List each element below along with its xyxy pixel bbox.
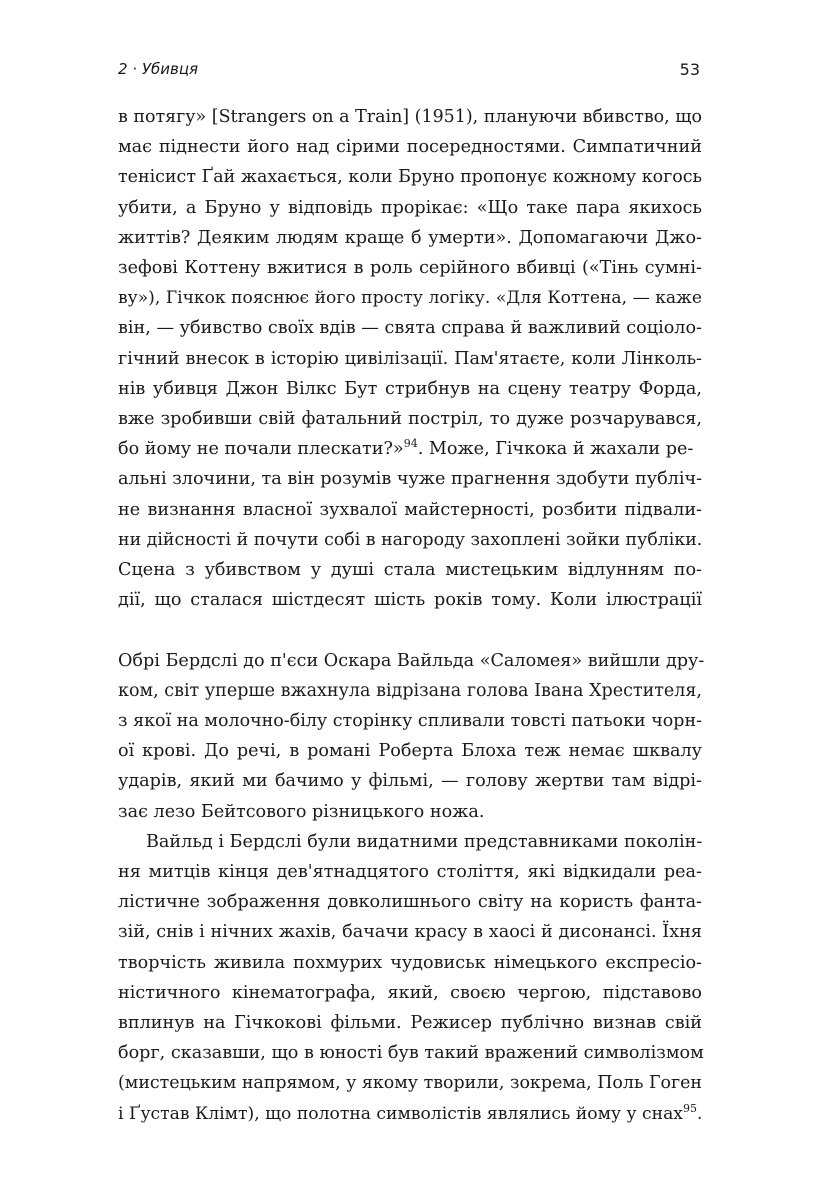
text-line: нів убивця Джон Вілкс Бут стрибнув на сцену театру Форда, bbox=[118, 378, 702, 399]
text-line: борг, сказавши, що в юності був такий вражений символізмом bbox=[118, 1043, 704, 1064]
text-line: тенісист Ґай жахається, коли Бруно пропонує кожному когось bbox=[118, 167, 702, 188]
text-line: убити, а Бруно у відповідь прорікає: «Що таке пара якихось bbox=[118, 197, 702, 218]
text-line: Сцена з убивством у душі стала мистецьким відлунням по- bbox=[118, 560, 702, 580]
text-fragment: . Може, Гічкока й жахали ре- bbox=[417, 439, 694, 460]
text-fragment: бо йому не почали плескати?» bbox=[118, 439, 404, 460]
text-fragment: . bbox=[696, 1103, 703, 1124]
text-line: ої крові. До речі, в романі Роберта Блоха теж немає шквалу bbox=[118, 741, 702, 762]
text-line: дії, що сталася шістдесят шість років тому. Коли ілюстрації bbox=[118, 590, 702, 611]
text-line: ня митців кінця дев'ятнадцятого століття, які відкидали реа- bbox=[118, 862, 702, 882]
text-line: гічний внесок в історію цивілізації. Пам'ятаєте, коли Лінколь- bbox=[118, 348, 702, 369]
text-line: ву»), Гічкок пояснює його просту логіку. «Для Коттена, — каже bbox=[118, 288, 702, 309]
text-line: ни дійсності й почути собі в нагороду захоплені зойки публіки. bbox=[118, 529, 703, 550]
footnote-ref[interactable]: 95 bbox=[682, 1101, 697, 1115]
text-line: життів? Деяким людям краще б умерти». Допомагаючи Джо- bbox=[118, 227, 702, 248]
page-number: 53 bbox=[679, 60, 700, 79]
text-fragment: і Ґустав Клімт), що полотна символістів являлись йому у снах bbox=[118, 1103, 683, 1124]
text-line: альні злочини, та він розумів чуже прагнення здобути публіч- bbox=[118, 469, 703, 490]
chapter-label: 2 · Убивця bbox=[118, 60, 199, 78]
text-line: в потягу» [Strangers on a Train] (1951), плануючи вбивство, що bbox=[118, 107, 702, 127]
text-line: з якої на молочно-білу сторінку спливали товсті патьоки чорн- bbox=[118, 711, 702, 731]
text-line: він, — убивство своїх вдів — свята справа й важливий соціоло- bbox=[118, 318, 702, 339]
text-line: ком, світ уперше вжахнула відрізана голова Івана Хрестителя, bbox=[118, 680, 702, 701]
text-line: творчість живила похмурих чудовиськ німецького експресіо- bbox=[118, 952, 702, 973]
text-line-with-footnote bbox=[118, 1099, 702, 1129]
text-line: Обрі Бердслі до п'єси Оскара Вайльда «Саломея» вийшли дру- bbox=[118, 650, 705, 671]
text-line: вплинув на Гічкокові фільми. Режисер публічно визнав свій bbox=[118, 1013, 702, 1033]
text-line: ударів, який ми бачимо у фільмі, — голову жертви там відрі- bbox=[118, 771, 702, 792]
text-line: (мистецьким напрямом, у якому творили, зокрема, Поль Гоген bbox=[118, 1073, 702, 1094]
text-line: лістичне зображення довколишнього світу на користь фанта- bbox=[118, 892, 702, 913]
text-line: має піднести його над сірими посередностями. Симпатичний bbox=[118, 137, 702, 158]
text-line: зефові Коттену вжитися в роль серійного вбивці («Тінь сумні- bbox=[118, 258, 702, 278]
text-line: ністичного кінематографа, який, своєю чергою, підставово bbox=[118, 982, 702, 1003]
text-line: зає лезо Бейтсового різницького ножа. bbox=[118, 801, 485, 822]
text-line-with-footnote bbox=[118, 434, 693, 464]
text-line: не визнання власної зухвалої майстерності, розбити підвали- bbox=[118, 499, 702, 520]
text-line: Вайльд і Бердслі були видатними представниками поколін- bbox=[146, 831, 703, 852]
text-line: вже зробивши свій фатальний постріл, то дуже розчарувався, bbox=[118, 409, 702, 429]
running-head bbox=[118, 60, 700, 86]
text-line: зій, снів і нічних жахів, бачачи красу в хаосі й дисонансі. Їхня bbox=[118, 922, 702, 943]
footnote-ref[interactable]: 94 bbox=[403, 437, 418, 451]
